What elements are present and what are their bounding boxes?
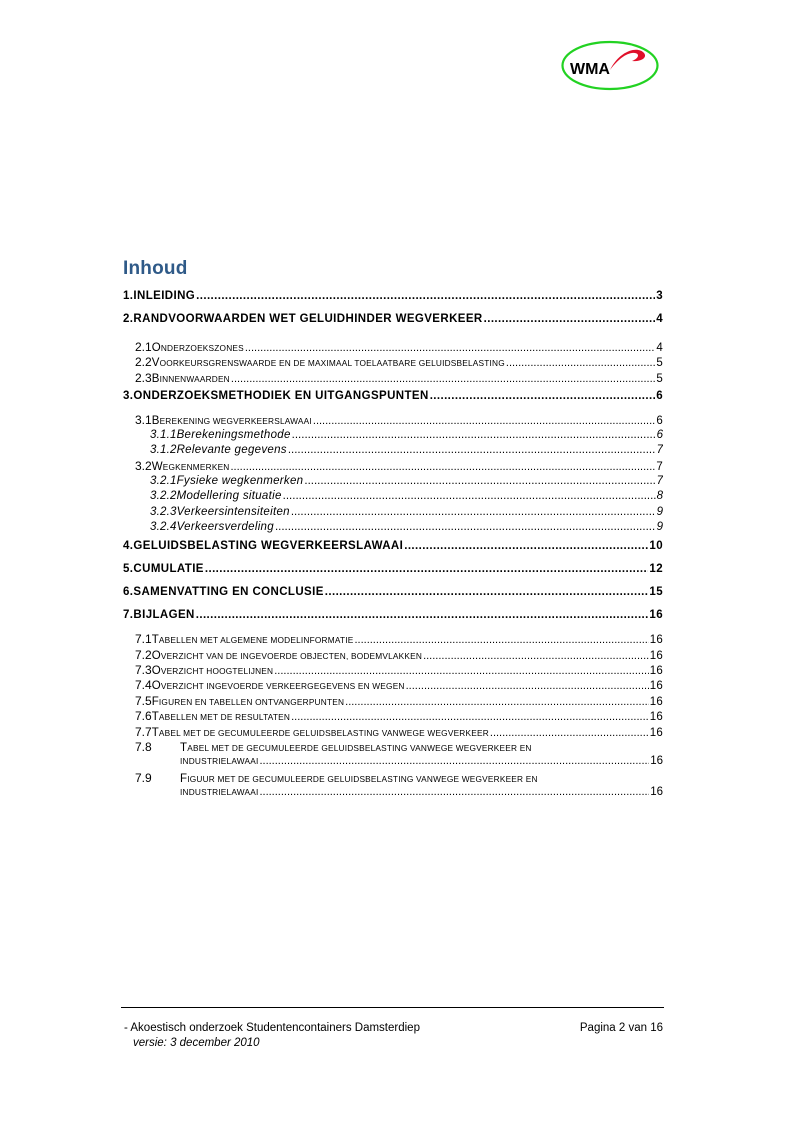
toc-entry-3-2[interactable] — [123, 459, 663, 474]
toc-number: 7.3 — [123, 663, 152, 677]
toc-page: 5 — [656, 372, 663, 385]
toc-page: 6 — [656, 428, 663, 441]
toc-entry-3-2-2[interactable] — [123, 490, 663, 505]
toc-number: 7.9 — [123, 771, 152, 785]
dot-leader — [313, 415, 656, 427]
toc-entry-5[interactable] — [123, 563, 663, 586]
toc-number: 6. — [123, 586, 134, 599]
toc-number: 7.1 — [123, 632, 152, 646]
toc-title: Modellering situatie — [176, 490, 282, 503]
toc-title: Verkeersverdeling — [176, 520, 274, 533]
toc-entry-3-2-3[interactable] — [123, 506, 663, 521]
dot-leader — [283, 490, 656, 502]
toc-number: 3.2.3 — [123, 506, 177, 518]
toc-page: 7 — [656, 474, 663, 487]
toc-entry-7-1[interactable] — [123, 632, 663, 647]
toc-entry-7-9[interactable] — [123, 771, 663, 802]
toc-number: 1. — [123, 290, 134, 302]
toc-page: 10 — [649, 540, 663, 553]
toc-entry-2-2[interactable] — [123, 355, 663, 370]
dot-leader — [506, 357, 656, 369]
toc-number: 3.2 — [123, 459, 152, 473]
dot-leader — [288, 444, 656, 456]
dot-leader — [245, 342, 656, 354]
toc-number: 7.7 — [123, 725, 152, 739]
toc-page: 8 — [656, 490, 663, 503]
dot-leader — [291, 506, 656, 518]
toc-number: 5. — [123, 563, 134, 576]
toc-entry-7-3[interactable] — [123, 663, 663, 678]
toc-title-line2: INDUSTRIELAWAAI — [180, 786, 259, 797]
dot-leader — [196, 609, 649, 621]
toc-number: 3.1 — [123, 413, 152, 427]
footer-divider — [121, 1007, 664, 1008]
toc-title: Verkeersintensiteiten — [176, 505, 290, 518]
dot-leader — [196, 290, 655, 302]
toc-entry-7-7[interactable] — [123, 725, 663, 740]
toc-number: 3.2.1 — [123, 475, 177, 487]
dot-leader — [231, 373, 656, 385]
toc-number: 7.5 — [123, 694, 152, 708]
toc-page: 16 — [650, 785, 663, 798]
toc-entry-7-2[interactable] — [123, 648, 663, 663]
toc-page: 6 — [656, 415, 663, 428]
dot-leader — [490, 727, 649, 739]
toc-title: Fysieke wegkenmerken — [176, 474, 304, 487]
toc-entry-3-2-1[interactable] — [123, 475, 663, 490]
toc-entry-2-3[interactable] — [123, 371, 663, 386]
toc-page: 16 — [649, 634, 663, 647]
toc-page: 16 — [649, 665, 663, 678]
toc-page: 6 — [656, 390, 663, 403]
dot-leader — [259, 755, 649, 767]
toc-title: Berekeningsmethode — [176, 428, 291, 441]
toc-title: BEREKENING WEGVERKEERSLAWAAI — [151, 415, 312, 428]
toc-entry-7[interactable] — [123, 609, 663, 632]
toc-title: OVERZICHT INGEVOERDE VERKEERGEGEVENS EN WEGEN — [151, 680, 405, 693]
logo-swoosh — [610, 50, 645, 70]
dot-leader — [325, 586, 649, 598]
toc-entry-2-1[interactable] — [123, 340, 663, 355]
toc-title-line1: TABEL MET DE GECUMULEERDE GELUIDSBELASTING VANWEGE WEGVERKEER EN — [180, 742, 532, 755]
toc-page: 4 — [656, 313, 663, 325]
dot-leader — [304, 475, 655, 487]
dot-leader — [275, 521, 656, 533]
toc-number: 4. — [123, 540, 134, 553]
toc-entry-4[interactable] — [123, 540, 663, 563]
toc-number: 3.2.4 — [123, 521, 177, 533]
dot-leader — [404, 540, 648, 552]
toc-page: 16 — [650, 755, 663, 768]
toc-page: 12 — [649, 563, 663, 576]
toc-page: 16 — [649, 649, 663, 662]
toc-page: 15 — [649, 586, 663, 599]
footer-document-title: - Akoestisch onderzoek Studentencontainers Damsterdiep — [124, 1022, 420, 1034]
toc-number: 7.8 — [123, 740, 152, 754]
toc-title: TABELLEN MET ALGEMENE MODELINFORMATIE — [151, 634, 354, 647]
dot-leader — [354, 634, 648, 646]
toc-title-line2: INDUSTRIELAWAAI — [180, 756, 259, 767]
dot-leader — [292, 429, 656, 441]
toc-page: 16 — [649, 680, 663, 693]
dot-leader — [274, 665, 649, 677]
toc-entry-3-1[interactable] — [123, 413, 663, 428]
toc-page: 16 — [649, 711, 663, 724]
dot-leader — [430, 390, 656, 402]
dot-leader — [231, 461, 656, 473]
toc-title-line1: FIGUUR MET DE GECUMULEERDE GELUIDSBELASTING VANWEGE WEGVERKEER EN — [180, 772, 538, 785]
toc-title: VOORKEURSGRENSWAARDE EN DE MAXIMAAL TOELAATBARE GELUIDSBELASTING — [151, 357, 505, 370]
toc-title: BIJLAGEN — [133, 609, 195, 622]
toc-number: 3.1.1 — [123, 429, 177, 441]
toc-number: 7.4 — [123, 678, 152, 692]
footer-version: versie: 3 december 2010 — [133, 1037, 260, 1049]
toc-number: 7. — [123, 609, 134, 622]
toc-page: 16 — [649, 695, 663, 708]
toc-page: 3 — [656, 290, 663, 302]
toc-page: 4 — [656, 342, 663, 354]
toc-number: 2.3 — [123, 371, 152, 385]
dot-leader — [205, 563, 649, 575]
dot-leader — [259, 786, 649, 798]
toc-title: INLEIDING — [133, 290, 196, 302]
footer-page-number: Pagina 2 van 16 — [579, 1022, 663, 1034]
toc-number: 7.2 — [123, 648, 152, 662]
toc-entry-7-6[interactable] — [123, 709, 663, 724]
toc-entry-7-8[interactable] — [123, 740, 663, 771]
toc-entry-6[interactable] — [123, 586, 663, 609]
toc-title: CUMULATIE — [133, 563, 204, 576]
toc-page: 16 — [649, 726, 663, 739]
dot-leader — [345, 696, 649, 708]
toc-entry-3-1-2[interactable] — [123, 444, 663, 459]
toc-entry-2[interactable] — [123, 313, 663, 336]
toc-entry-7-5[interactable] — [123, 694, 663, 709]
dot-leader — [406, 680, 649, 692]
wma-logo — [560, 40, 660, 91]
toc-title: ONDERZOEKSZONES — [151, 342, 244, 354]
toc-number: 2.1 — [123, 340, 152, 354]
toc-entry-3[interactable] — [123, 390, 663, 413]
toc-title: FIGUREN EN TABELLEN ONTVANGERPUNTEN — [151, 695, 345, 708]
toc-number: 3.1.2 — [123, 444, 177, 456]
toc-entry-1[interactable] — [123, 290, 663, 313]
toc-entry-3-2-4[interactable] — [123, 521, 663, 536]
toc-number: 3. — [123, 390, 134, 403]
dot-leader — [423, 650, 649, 662]
toc-title: WEGKENMERKEN — [151, 461, 230, 474]
toc-page: 5 — [656, 357, 663, 370]
toc-entry-7-4[interactable] — [123, 678, 663, 693]
toc-title: BINNENWAARDEN — [151, 372, 230, 385]
toc-heading: Inhoud — [123, 258, 188, 279]
toc-page: 9 — [656, 520, 663, 533]
toc-title: ONDERZOEKSMETHODIEK EN UITGANGSPUNTEN — [133, 390, 429, 403]
toc-page: 9 — [656, 505, 663, 518]
dot-leader — [291, 711, 649, 723]
logo-text: WMA — [570, 61, 610, 78]
toc-title: TABELLEN MET DE RESULTATEN — [151, 711, 291, 724]
toc-number: 3.2.2 — [123, 490, 177, 502]
toc-title: GELUIDSBELASTING WEGVERKEERSLAWAAI — [133, 540, 404, 553]
toc-page: 16 — [649, 609, 663, 622]
toc-number: 2.2 — [123, 355, 152, 369]
toc-title: TABEL MET DE GECUMULEERDE GELUIDSBELASTING VANWEGE WEGVERKEER — [151, 726, 489, 739]
toc-page: 7 — [656, 461, 663, 474]
toc-title: OVERZICHT HOOGTELIJNEN — [151, 665, 274, 678]
toc-number: 7.6 — [123, 709, 152, 723]
toc-title: OVERZICHT VAN DE INGEVOERDE OBJECTEN, BODEMVLAKKEN — [151, 649, 423, 662]
toc-page: 7 — [656, 443, 663, 456]
dot-leader — [484, 313, 656, 325]
toc-number: 2. — [123, 313, 134, 325]
toc-title: Relevante gegevens — [176, 443, 287, 456]
table-of-contents — [123, 290, 663, 801]
toc-entry-3-1-1[interactable] — [123, 429, 663, 444]
toc-title: SAMENVATTING EN CONCLUSIE — [133, 586, 324, 599]
toc-title: RANDVOORWAARDEN WET GELUIDHINDER WEGVERKEER — [133, 313, 483, 325]
